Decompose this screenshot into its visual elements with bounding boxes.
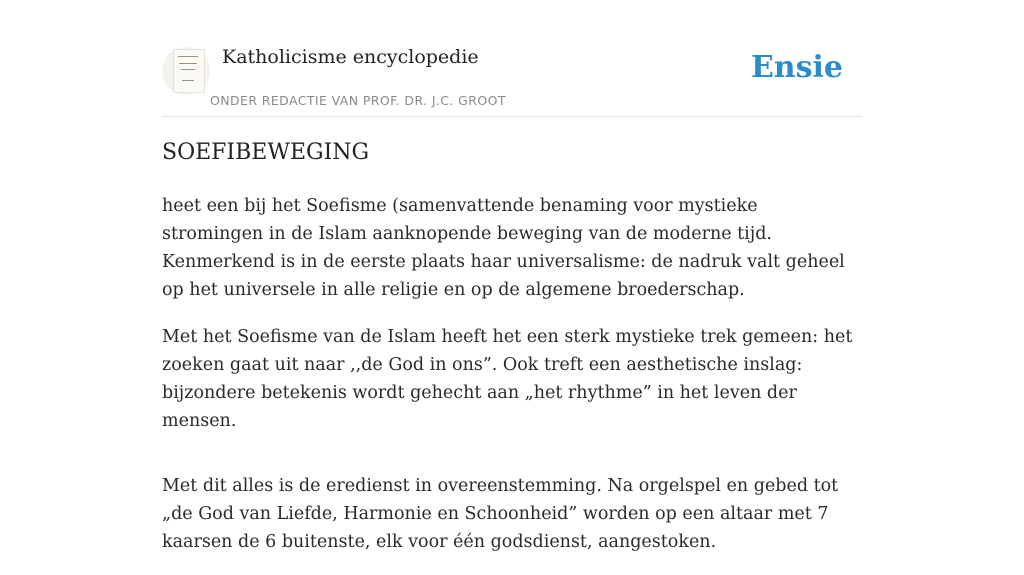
paragraph: Met dit alles is de eredienst in overeenstemming. Na orgelspel en gebed tot „de God van Liefde, Harmonie en Schoonheid” worden op een altaar met 7 kaarsen de 6 buitenste, elk voor één godsdienst, aangestoken. [162,476,839,552]
book-title[interactable]: Katholicisme encyclopedie [222,46,479,68]
paragraph: heet een bij het Soefisme (samenvattende benaming voor mystieke stromingen in de Islam aanknopende beweging van de moderne tijd. Kenmerkend is in de eerste plaats haar universalisme: de nadruk valt geheel op het universele in alle religie en op de algemene broederschap. [162,196,845,300]
book-cover-avatar[interactable] [162,47,210,95]
cover-line [181,69,195,70]
paragraph: Met het Soefisme van de Islam heeft het een sterk mystieke trek gemeen: het zoeken gaat uit naar ,,de God in ons”. Ook treft een aesthetische inslag: bijzondere betekenis wordt gehecht aan „het rhythme” in het leven der mensen. [162,327,853,431]
entry-content [162,192,862,575]
cover-line [178,56,198,57]
editor-line: ONDER REDACTIE VAN PROF. DR. J.C. GROOT [210,93,506,108]
header [162,0,862,117]
entry-title: SOEFIBEWEGING [162,140,370,165]
cover-line [182,80,194,81]
cover-line [179,63,197,64]
ensie-logo[interactable]: Ensie [750,50,843,85]
